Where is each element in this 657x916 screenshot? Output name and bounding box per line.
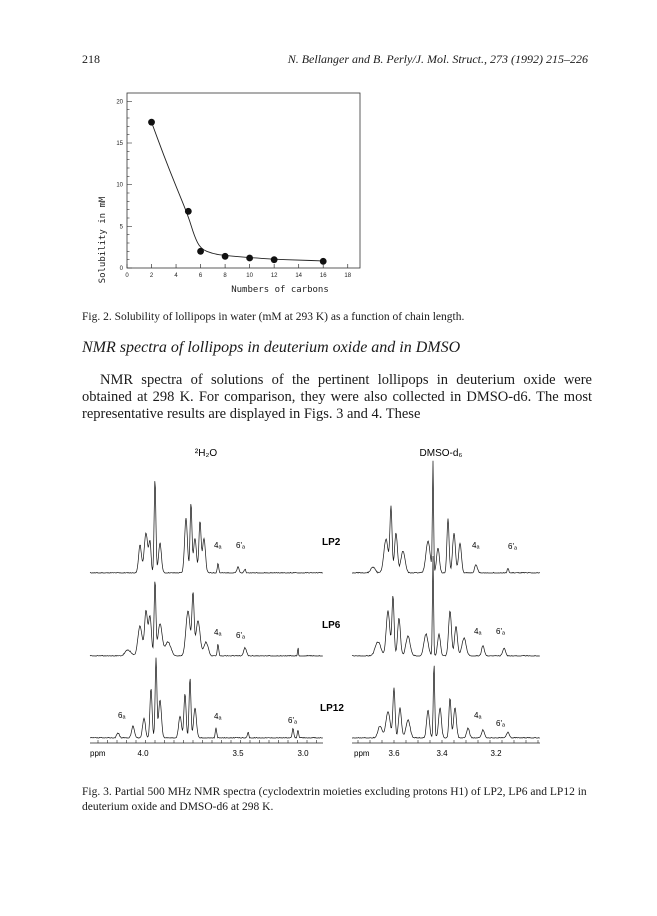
x-tick-label: 16 [319,273,327,279]
spectrum-lp12-d2o [90,658,323,738]
nmr-spectra-figure [88,438,568,768]
chart-ylabel: Solubility in mM [98,196,108,284]
data-point [246,255,253,262]
x-tick-label: 4 [174,273,178,279]
y-tick-label: 20 [116,99,123,106]
chart-xlabel: Numbers of carbons [231,285,329,295]
x-tick-label: 10 [246,273,253,279]
body-paragraph-text: NMR spectra of solutions of the pertinent lollipops in deuterium oxide were obtained at 298 K. For comparison, they were also collected in DMSO-d6. The most representative results are displayed in Figs. 3 and 4. These [82,372,592,422]
solubility-chart [85,85,375,300]
x-tick-label: 18 [344,273,352,279]
right-panel-title: DMSO-d₆ [419,448,463,459]
solubility-fit-curve [152,122,324,261]
spectrum-lp6-dmso [352,556,540,656]
right-axis-tick-3.6: 3.6 [388,749,400,758]
spectrum-lp6-d2o [90,582,323,656]
peak-label-4a: 4ₐ [472,541,480,550]
running-head: N. Bellanger and B. Perly/J. Mol. Struct., 273 (1992) 215–226 [287,52,588,66]
section-heading: NMR spectra of lollipops in deuterium oxide and in DMSO [82,339,461,356]
peak-label-6a-prime: 6'ₐ [496,627,505,636]
x-tick-label: 8 [223,273,227,279]
row-label-lp2: LP2 [322,537,341,548]
left-axis-tick-4.0: 4.0 [137,749,149,758]
figure-3-caption: Fig. 3. Partial 500 MHz NMR spectra (cyclodextrin moieties excluding protons H1) of LP2, LP6 and LP12 in deuterium oxide and DMSO-d6 at 298 K. [82,786,587,813]
peak-label-4a: 4ₐ [214,541,222,550]
data-point [320,258,327,265]
spectrum-lp2-d2o [90,481,323,573]
peak-label-6a-prime: 6'ₐ [236,541,245,550]
page-number: 218 [82,52,100,66]
right-axis-unit: ppm [354,749,370,758]
y-tick-label: 0 [119,266,123,272]
peak-label-4a: 4ₐ [474,627,482,636]
peak-label-6a: 6ₐ [118,711,126,720]
peak-label-4a: 4ₐ [474,711,482,720]
peak-label-4a: 4ₐ [214,628,222,637]
left-axis-tick-3.5: 3.5 [232,749,244,758]
peak-label-6a-prime: 6'ₐ [236,631,245,640]
left-axis-unit: ppm [90,749,106,758]
data-point [271,256,278,263]
right-axis-tick-3.2: 3.2 [490,749,502,758]
chart-plot-frame [127,93,360,268]
data-point [148,119,155,126]
peak-label-6a-prime: 6'ₐ [288,716,297,725]
y-tick-label: 10 [116,182,123,189]
right-axis-tick-3.4: 3.4 [436,749,448,758]
left-axis-tick-3.0: 3.0 [297,749,309,758]
x-tick-label: 14 [295,273,303,279]
row-label-lp6: LP6 [322,620,341,631]
data-point [222,253,229,260]
spectrum-lp2-dmso [352,461,540,573]
y-tick-label: 5 [119,224,123,231]
data-point [185,208,192,215]
y-tick-label: 15 [116,141,123,147]
x-tick-label: 2 [149,273,154,279]
row-label-lp12: LP12 [320,703,344,714]
data-point [197,248,204,255]
left-panel-title: ²H₂O [194,448,218,459]
x-tick-label: 0 [125,273,129,279]
peak-label-6a-prime: 6'ₐ [496,719,505,728]
spectrum-lp12-dmso [352,666,540,738]
peak-label-4a: 4ₐ [214,712,222,721]
figure-2-caption: Fig. 2. Solubility of lollipops in water (mM at 293 K) as a function of chain length. [82,311,465,323]
body-paragraph [82,372,592,423]
x-tick-label: 6 [198,273,203,279]
peak-label-6a-prime: 6'ₐ [508,542,517,551]
x-tick-label: 12 [270,273,278,279]
